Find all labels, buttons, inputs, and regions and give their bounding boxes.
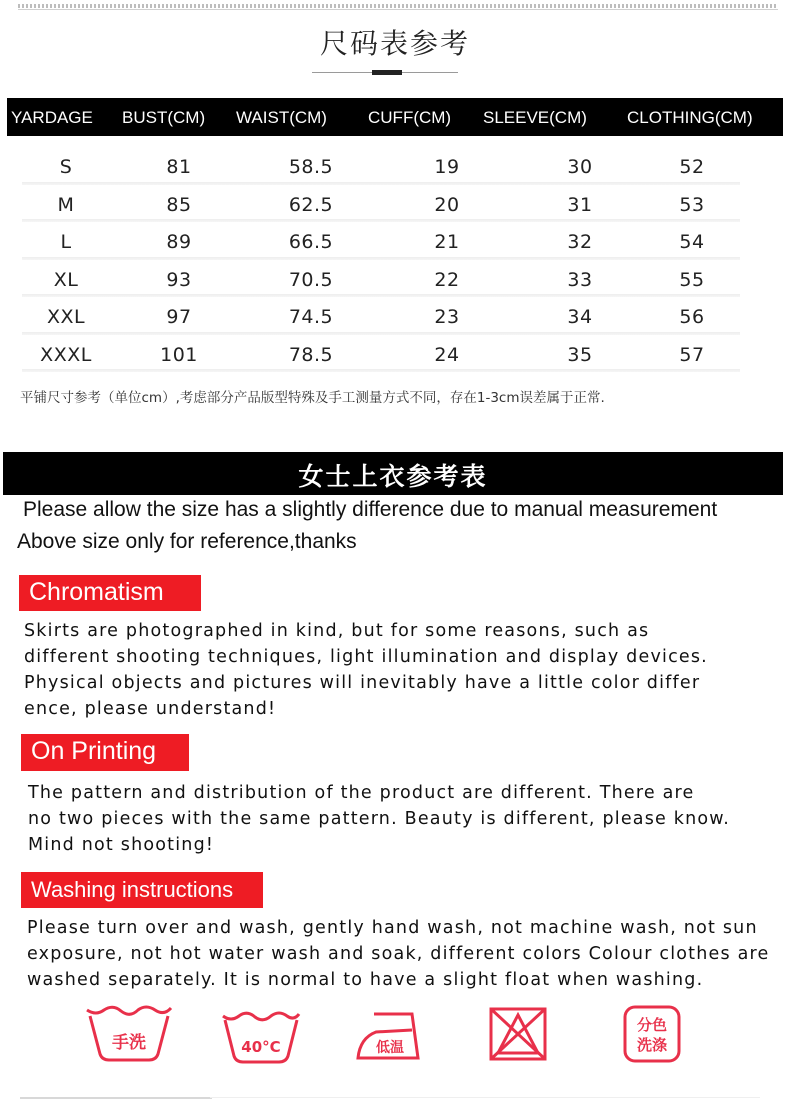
washing-line: exposure, not hot water wash and soak, different colors Colour clothes are [27, 944, 770, 964]
cell-clothing: 54 [679, 231, 705, 253]
cell-sleeve: 33 [567, 268, 593, 291]
cell-yardage: M [57, 193, 75, 216]
header-clothing: CLOTHING(CM) [627, 108, 753, 127]
wash-40c-label: 40°C [241, 1038, 281, 1056]
cell-clothing: 57 [679, 343, 705, 366]
cell-bust: 93 [166, 268, 192, 291]
wash-separately-label-1: 分色 [636, 1016, 668, 1034]
chromatism-heading-text: Chromatism [29, 578, 164, 606]
printing-text [28, 780, 730, 858]
printing-line: Mind not shooting! [28, 835, 215, 855]
printing-heading-text: On Printing [31, 737, 157, 765]
cell-bust: 89 [166, 231, 192, 253]
cell-yardage: XL [53, 268, 79, 291]
header-sleeve: SLEEVE(CM) [483, 108, 587, 127]
table-row [22, 261, 740, 299]
banner-title: 女士上衣参考表 [298, 462, 488, 491]
chromatism-heading [19, 575, 201, 611]
header-cuff: CUFF(CM) [368, 108, 452, 127]
cell-bust: 97 [166, 306, 192, 328]
cell-sleeve: 34 [567, 306, 593, 328]
cell-waist: 62.5 [288, 193, 334, 216]
wash-40c-icon [220, 1006, 302, 1066]
cell-yardage: L [60, 231, 72, 253]
bottom-divider-faint [210, 1097, 760, 1098]
cell-bust: 85 [166, 193, 192, 216]
cell-clothing: 56 [679, 306, 705, 328]
title-underline-mark [372, 70, 402, 75]
header-yardage: YARDAGE [11, 108, 93, 127]
disclaimer-line-1: Please allow the size has a slightly difference due to manual measurement [23, 498, 718, 521]
washing-line: Please turn over and wash, gently hand wash, not machine wash, not sun [27, 918, 758, 938]
table-row [22, 336, 740, 374]
no-bleach-icon [488, 1006, 548, 1062]
page-title: 尺码表参考 [319, 27, 470, 60]
cell-clothing: 52 [679, 156, 705, 178]
washing-heading [21, 872, 263, 908]
cell-waist: 70.5 [288, 268, 334, 291]
cell-waist: 74.5 [288, 306, 334, 328]
size-note: 平铺尺寸参考（单位cm）,考虑部分产品版型特殊及手工测量方式不同，存在1-3cm误差属于正常. [20, 390, 605, 406]
printing-heading [21, 734, 189, 771]
cell-cuff: 19 [434, 156, 460, 178]
low-iron-label: 低温 [376, 1040, 404, 1056]
care-icons [0, 1000, 790, 1070]
washing-heading-text: Washing instructions [31, 877, 234, 902]
cell-sleeve: 31 [567, 193, 593, 216]
cell-sleeve: 30 [567, 156, 593, 178]
chromatism-line: Physical objects and pictures will inevitably have a little color differ [24, 673, 701, 693]
cell-sleeve: 35 [567, 343, 593, 366]
chromatism-line: different shooting techniques, light illumination and display devices. [24, 647, 708, 667]
disclaimer-line-2: Above size only for reference,thanks [17, 530, 357, 553]
cell-clothing: 53 [679, 193, 705, 216]
table-row [22, 148, 740, 186]
cell-yardage: S [59, 156, 73, 178]
hand-wash-icon [84, 1002, 174, 1066]
washing-text [27, 915, 769, 993]
cell-sleeve: 32 [567, 231, 593, 253]
hand-wash-label: 手洗 [112, 1033, 146, 1053]
chromatism-text [24, 618, 708, 722]
washing-line: washed separately. It is normal to have a slight float when washing. [27, 970, 704, 990]
cell-waist: 58.5 [288, 156, 334, 178]
cell-bust: 81 [166, 156, 192, 178]
cell-waist: 78.5 [288, 343, 334, 366]
wash-separately-icon [622, 1004, 682, 1064]
table-row [22, 298, 740, 336]
cell-cuff: 22 [434, 268, 460, 291]
cell-bust: 101 [160, 343, 198, 366]
top-dotted-border [18, 4, 778, 8]
low-iron-icon [354, 1008, 426, 1064]
header-bust: BUST(CM) [122, 108, 206, 127]
table-row [22, 223, 740, 261]
header-waist: WAIST(CM) [236, 108, 327, 127]
printing-line: The pattern and distribution of the product are different. There are [28, 783, 695, 803]
chromatism-line: Skirts are photographed in kind, but for some reasons, such as [24, 621, 650, 641]
cell-cuff: 24 [434, 343, 460, 366]
bottom-divider [20, 1097, 212, 1099]
cell-clothing: 55 [679, 268, 705, 291]
wash-separately-label-2: 洗涤 [636, 1036, 668, 1054]
table-row [22, 186, 740, 224]
cell-yardage: XXL [46, 306, 86, 328]
cell-cuff: 21 [434, 231, 460, 253]
chromatism-line: ence, please understand! [24, 699, 277, 719]
size-table-body [22, 148, 740, 373]
cell-yardage: XXXL [40, 343, 92, 366]
cell-cuff: 20 [434, 193, 460, 216]
size-table-header [7, 98, 783, 136]
cell-waist: 66.5 [288, 231, 334, 253]
printing-line: no two pieces with the same pattern. Beauty is different, please know. [28, 809, 730, 829]
section-banner [3, 452, 783, 495]
cell-cuff: 23 [434, 306, 460, 328]
